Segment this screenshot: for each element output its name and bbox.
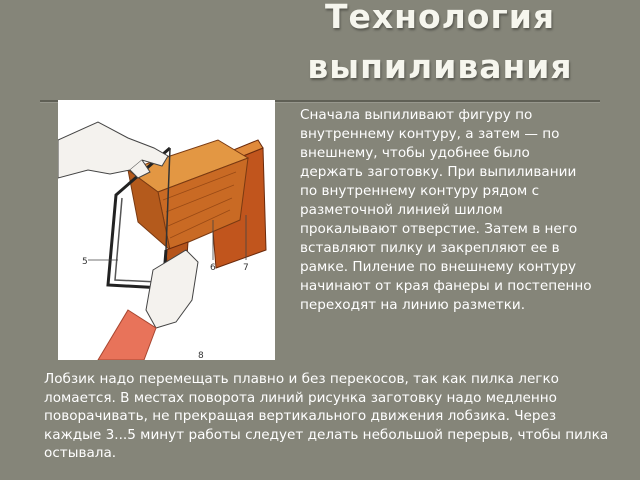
label-bottom: 8 (198, 351, 204, 360)
label-board: 6 (210, 263, 216, 273)
jigsaw-illustration (58, 100, 275, 360)
sleeve (98, 310, 156, 360)
slide-title: Технология выпиливания (307, 0, 573, 86)
paragraph-cutting-order: Сначала выпиливают фигуру по внутреннему контуру, а затем — по внешнему, чтобы удобнее было держать заготовку. При выпиливании по внутреннему контуру рядом с разметочной линией шилом прокалывают отверстие. Затем в него вставляют пилку и закрепляют ее в рамке. Пиление по внешнему контуру начинают от края фанеры и постепенно переходят на линию разметки. (300, 107, 592, 313)
paragraph-jigsaw-handling: Лобзик надо перемещать плавно и без перекосов, так как пилка легко ломается. В местах поворота линий рисунка заготовку надо медленно поворачивать, не прекращая вертикального движения лобзика. Через каждые 3...5 минут работы следует делать небольшой перерыв, чтобы пилка остывала. (44, 371, 609, 461)
label-clamp: 7 (243, 263, 249, 273)
label-frame: 5 (82, 257, 88, 267)
lower-hand (146, 250, 198, 328)
jigsaw-drawing (58, 100, 275, 360)
